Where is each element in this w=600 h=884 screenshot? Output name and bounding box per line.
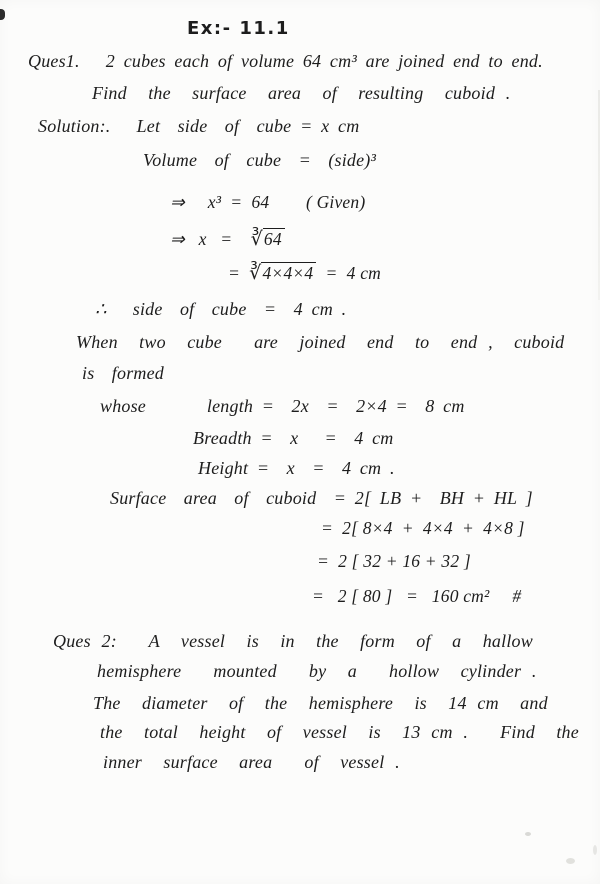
- volume-formula-line: Volume of cube = (side)³: [143, 150, 377, 170]
- equation-cube-root-4x4x4: [228, 262, 381, 285]
- cube-root-icon: ∛: [250, 229, 263, 250]
- question2-line-2: hemisphere mounted by a hollow cylinder .: [97, 661, 537, 681]
- solution-intro-line: Solution:. Let side of cube = x cm: [38, 116, 360, 136]
- equation-prefix: ⇒ x =: [170, 229, 251, 249]
- question2-line-4: the total height of vessel is 13 cm . Find the: [100, 722, 579, 742]
- equation-cube-root-64: [170, 228, 285, 251]
- paper-speck: [525, 832, 531, 836]
- question2-line-5: inner surface area of vessel .: [103, 752, 400, 772]
- scan-corner-mark: [0, 9, 5, 20]
- question2-line-3: The diameter of the hemisphere is 14 cm and: [93, 693, 548, 713]
- radicand-64: 64: [263, 228, 285, 249]
- question1-line-2: Find the surface area of resulting cuboid .: [92, 83, 511, 103]
- exercise-heading: Ex:- 11.1: [187, 18, 290, 39]
- question1-line-1: Ques1. 2 cubes each of volume 64 cm³ are joined end to end.: [28, 51, 543, 71]
- surface-area-formula-line: Surface area of cuboid = 2[ LB + BH + HL ]: [110, 488, 533, 508]
- paper-speck: [593, 845, 597, 855]
- equation-x-cubed-64: ⇒ x³ = 64 ( Given): [170, 192, 366, 212]
- paper-speck: [566, 858, 575, 864]
- breadth-line: Breadth = x = 4 cm: [193, 428, 394, 448]
- length-line: whose length = 2x = 2×4 = 8 cm: [100, 396, 465, 416]
- surface-area-result-line: = 2 [ 80 ] = 160 cm² #: [312, 586, 522, 606]
- equation-suffix: = 4 cm: [316, 263, 381, 283]
- conclusion-side-line: ∴ side of cube = 4 cm .: [95, 299, 347, 319]
- equation-prefix: =: [228, 263, 250, 283]
- surface-area-step-1: = 2[ 8×4 + 4×4 + 4×8 ]: [321, 518, 525, 538]
- surface-area-step-2: = 2 [ 32 + 16 + 32 ]: [317, 551, 471, 571]
- height-line: Height = x = 4 cm .: [198, 458, 395, 478]
- cube-root-icon: ∛: [249, 263, 262, 284]
- joined-cubes-line-1: When two cube are joined end to end , cuboid: [76, 332, 565, 352]
- joined-cubes-line-2: is formed: [82, 363, 164, 383]
- radicand-4x4x4: 4×4×4: [261, 262, 316, 283]
- question2-line-1: Ques 2: A vessel is in the form of a hallow: [53, 631, 533, 651]
